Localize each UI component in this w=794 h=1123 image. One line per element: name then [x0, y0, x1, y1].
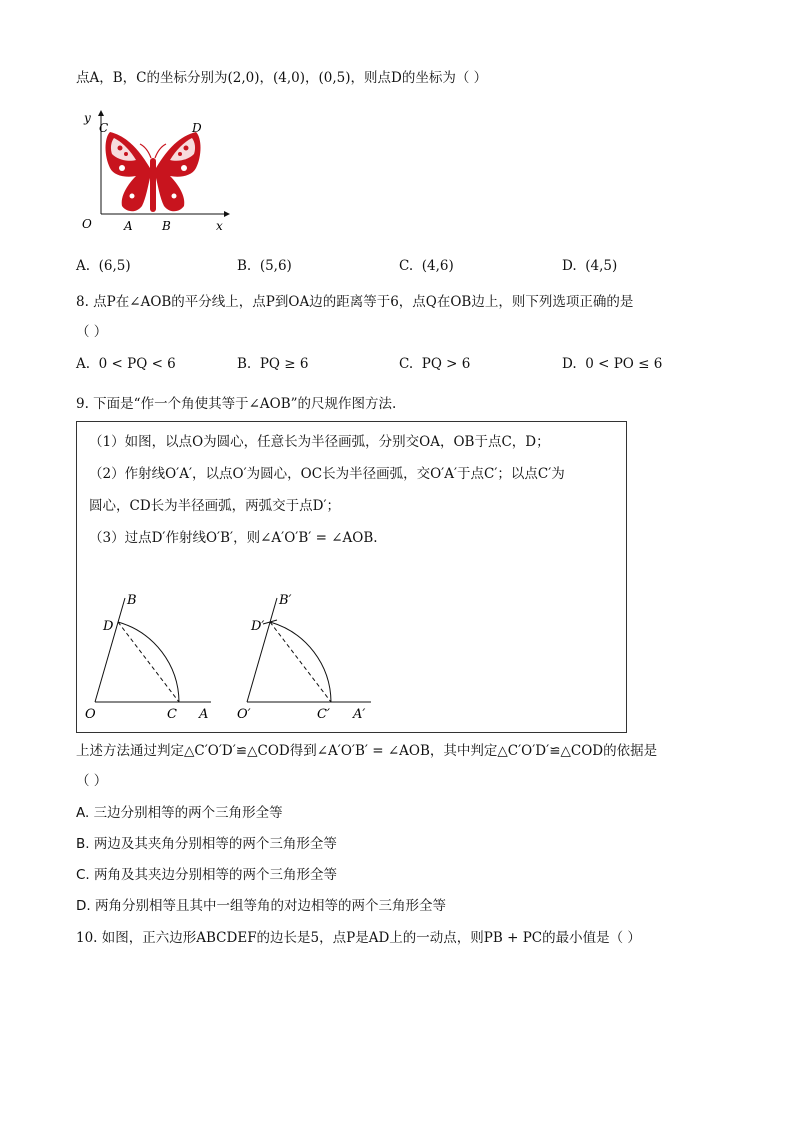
x-axis-label: x: [216, 219, 223, 233]
q8-option-c[interactable]: [399, 354, 470, 374]
option-key: A.: [76, 258, 91, 274]
fig2-d-label: D′: [251, 619, 265, 634]
q9-option-b[interactable]: B. 两边及其夹角分别相等的两个三角形全等: [76, 836, 337, 852]
q9-option-a[interactable]: A. 三边分别相等的两个三角形全等: [76, 805, 283, 821]
angle-figure-constructed: [233, 588, 383, 724]
fig1-d-label: D: [103, 619, 114, 634]
option-text: (5,6): [259, 258, 292, 274]
fig1-a-label: A: [199, 707, 209, 722]
option-text: (4,5): [585, 258, 618, 274]
fig1-c-label: C: [167, 707, 177, 722]
q8-stem: 8. 点P在∠AOB的平分线上，点P到OA边的距离等于6，点Q在OB边上，则下列选项正确的是: [76, 294, 634, 310]
point-b-label: B: [162, 219, 171, 233]
option-text: PQ ≥ 6: [259, 356, 309, 372]
q8-option-b[interactable]: [237, 354, 308, 374]
step-2-cont: 圆心，CD长为半径画弧，两弧交于点D′；: [89, 498, 341, 514]
option-key: C.: [399, 258, 414, 274]
option-key: D.: [562, 356, 577, 372]
q9-paren: （ ）: [76, 773, 108, 789]
q10-stem: 10. 如图，正六边形ABCDEF的边长是5，点P是AD上的一动点，则PB + PC的最小值是（ ）: [76, 930, 641, 946]
q7-option-d[interactable]: [562, 256, 617, 276]
q7-option-b[interactable]: [237, 256, 292, 276]
option-key: A.: [76, 356, 91, 372]
q9-option-c[interactable]: C. 两角及其夹边分别相等的两个三角形全等: [76, 867, 338, 883]
option-text: (6,5): [98, 258, 131, 274]
y-axis-label: y: [84, 111, 91, 125]
option-key: C.: [399, 356, 414, 372]
fig1-o-label: O: [85, 707, 96, 722]
q9-after: 上述方法通过判定△C′O′D′≌△COD得到∠A′O′B′ = ∠AOB，其中判定△C′O′D′≌△COD的依据是: [76, 743, 658, 759]
step-3: （3）过点D′作射线O′B′，则∠A′O′B′ = ∠AOB.: [89, 530, 378, 546]
option-text: 0 < PO ≤ 6: [585, 356, 663, 372]
q8-paren: （ ）: [76, 324, 108, 340]
q9-stem: 9. 下面是“作一个角使其等于∠AOB”的尺规作图方法.: [76, 396, 397, 412]
option-key: B.: [237, 258, 252, 274]
q9-option-d[interactable]: D. 两角分别相等且其中一组等角的对边相等的两个三角形全等: [76, 898, 446, 914]
fig1-b-label: B: [127, 593, 137, 608]
q7-option-a[interactable]: [76, 256, 131, 276]
construction-box: [76, 421, 627, 733]
q8-option-a[interactable]: [76, 354, 176, 374]
fig2-c-label: C′: [317, 707, 330, 722]
point-d-label: D: [192, 121, 202, 135]
q8-option-d[interactable]: [562, 354, 662, 374]
point-c-label: C: [99, 121, 109, 135]
step-2: （2）作射线O′A′，以点O′为圆心，OC长为半径画弧，交O′A′于点C′；以点C′为: [89, 466, 565, 482]
option-text: (4,6): [421, 258, 454, 274]
option-text: PQ > 6: [421, 356, 471, 372]
angle-figure-original: [81, 588, 221, 724]
q7-stem: 点A，B，C的坐标分别为(2,0)，(4,0)，(0,5)，则点D的坐标为（ ）: [76, 70, 488, 86]
option-key: B.: [237, 356, 252, 372]
point-a-label: A: [124, 219, 133, 233]
option-key: D.: [562, 258, 577, 274]
fig2-a-label: A′: [353, 707, 366, 722]
fig2-o-label: O′: [237, 707, 251, 722]
option-text: 0 < PQ < 6: [98, 356, 176, 372]
fig2-b-label: B′: [279, 593, 292, 608]
butterfly-figure: [76, 108, 236, 236]
step-1: （1）如图，以点O为圆心，任意长为半径画弧，分别交OA，OB于点C，D；: [89, 434, 550, 450]
q7-option-c[interactable]: [399, 256, 454, 276]
origin-label: O: [82, 217, 92, 231]
